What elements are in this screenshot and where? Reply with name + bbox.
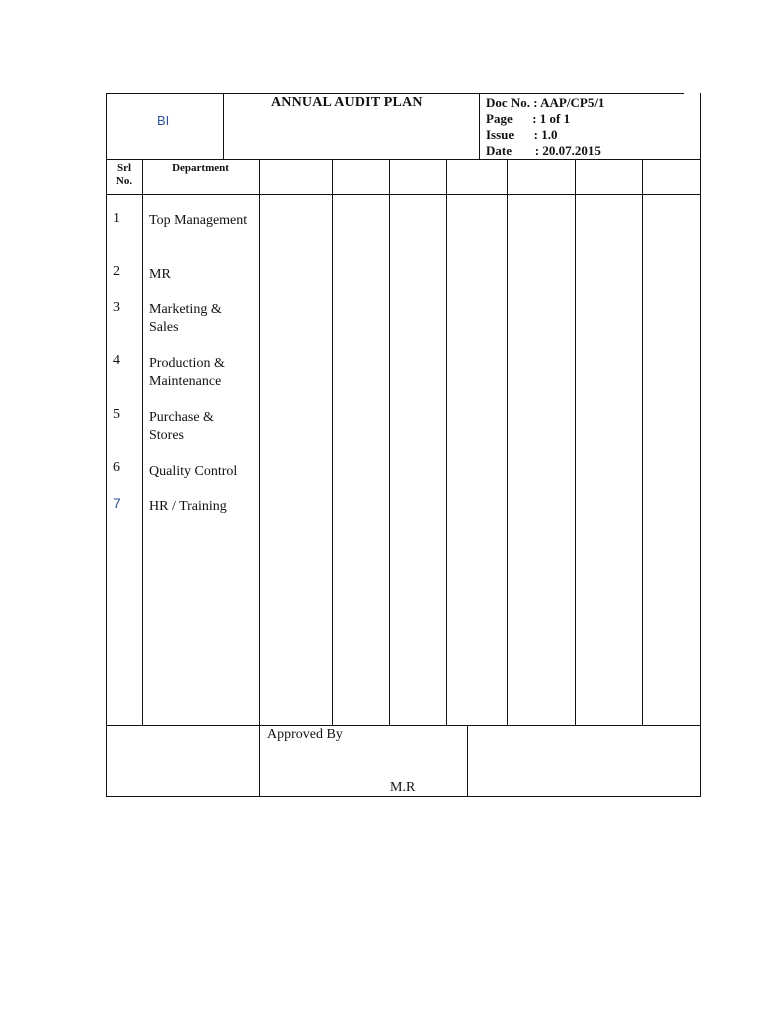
col-line-srl bbox=[142, 159, 143, 726]
header-divider-1 bbox=[223, 93, 224, 159]
srl-no-header: Srl No. bbox=[115, 162, 133, 187]
department-name: Production & Maintenance bbox=[149, 356, 225, 389]
footer-divider bbox=[467, 725, 468, 797]
header-bottom bbox=[106, 159, 701, 160]
colhead-bottom bbox=[106, 194, 701, 195]
border-bottom bbox=[106, 796, 701, 797]
row-number: 2 bbox=[113, 264, 120, 279]
row-number: 5 bbox=[113, 407, 120, 422]
row-number: 6 bbox=[113, 460, 120, 475]
col-line-8 bbox=[642, 159, 643, 726]
issue-info: Issue : 1.0 bbox=[486, 127, 558, 142]
approved-by-label: Approved By bbox=[267, 727, 343, 742]
border-right-lower bbox=[700, 93, 701, 797]
department-name: Marketing & Sales bbox=[149, 302, 222, 335]
header-divider-2 bbox=[479, 93, 480, 159]
border-left bbox=[106, 93, 107, 797]
department-name: Quality Control bbox=[149, 464, 238, 479]
form-title: ANNUAL AUDIT PLAN bbox=[271, 95, 423, 110]
row-number: 3 bbox=[113, 300, 120, 315]
signatory: M.R bbox=[390, 780, 416, 795]
department-name: Top Management bbox=[149, 213, 248, 228]
department-header: Department bbox=[172, 162, 229, 174]
row-number: 4 bbox=[113, 353, 120, 368]
row-number: 7 bbox=[113, 495, 121, 511]
department-name: Purchase & Stores bbox=[149, 410, 214, 443]
row-number: 1 bbox=[113, 211, 120, 226]
company-name: BI bbox=[157, 113, 170, 128]
department-name: HR / Training bbox=[149, 499, 227, 514]
doc-number: Doc No. : AAP/CP5/1 bbox=[486, 95, 605, 110]
date-info: Date : 20.07.2015 bbox=[486, 143, 601, 158]
col-line-6 bbox=[507, 159, 508, 726]
col-line-4 bbox=[389, 159, 390, 726]
col-line-5 bbox=[446, 159, 447, 726]
col-line-3 bbox=[332, 159, 333, 726]
border-top-left bbox=[106, 93, 684, 94]
col-line-7 bbox=[575, 159, 576, 726]
body-bottom bbox=[106, 725, 701, 726]
col-line-dept bbox=[259, 159, 260, 797]
department-name: MR bbox=[149, 267, 171, 282]
page-info: Page : 1 of 1 bbox=[486, 111, 571, 126]
